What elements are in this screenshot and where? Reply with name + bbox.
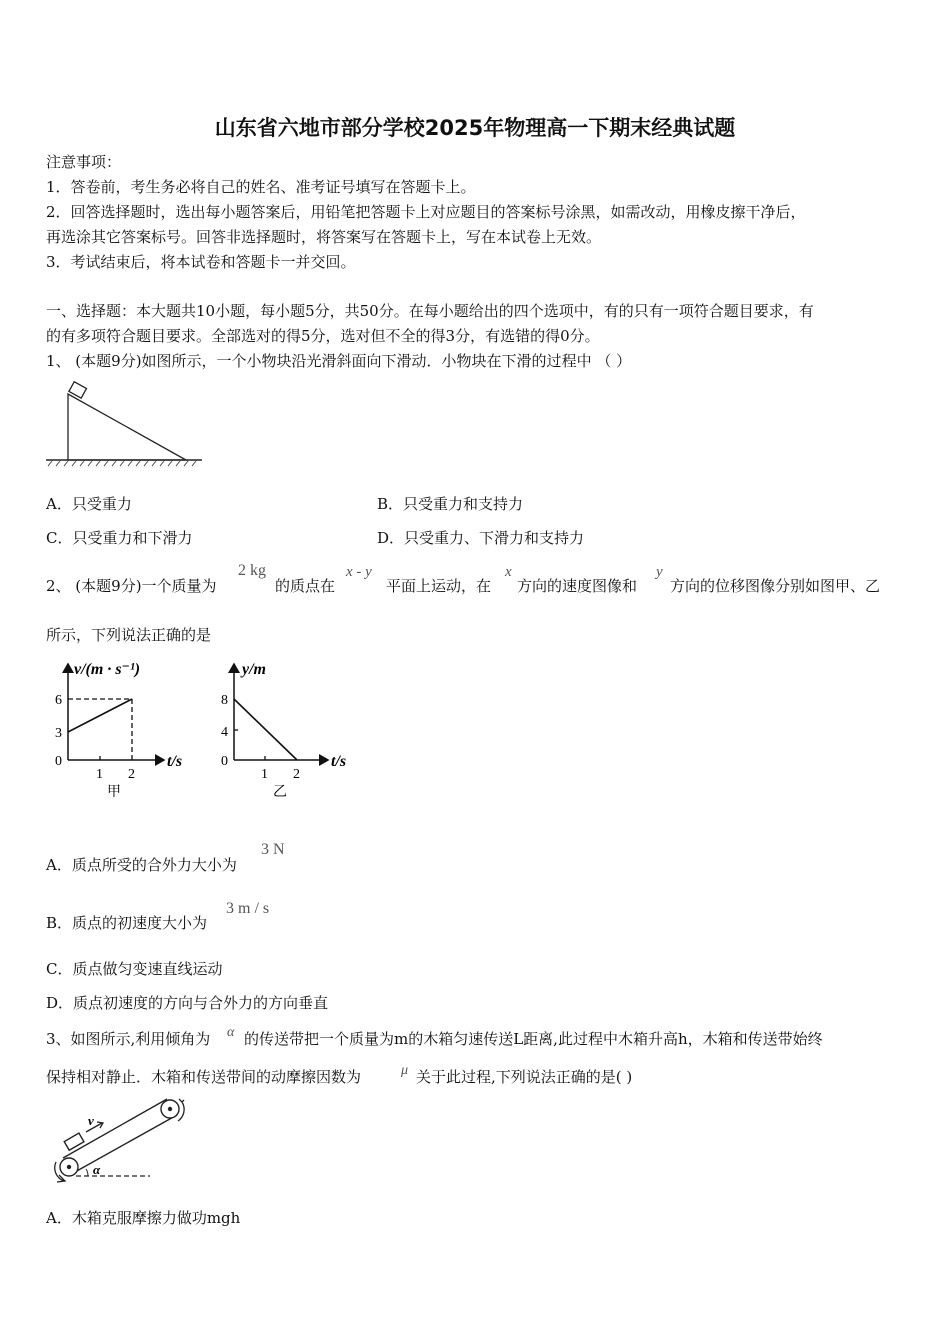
mu-math: μ: [401, 1063, 409, 1078]
graph-jia-ytick: 0: [55, 754, 62, 769]
graph-jia-ylabel: v/(m · s⁻¹): [74, 661, 141, 678]
graph-yi-ytick: 4: [221, 725, 228, 740]
q2-stem-part: 的质点在: [275, 577, 336, 595]
q2-stem-part: 方向的速度图像和: [517, 577, 638, 595]
graph-jia: [46, 652, 206, 802]
q1-option-c[interactable]: C．只受重力和下滑力: [46, 529, 193, 547]
graph-jia-xtick: 1: [96, 767, 103, 782]
q2-option-c[interactable]: C．质点做匀变速直线运动: [46, 960, 223, 978]
graph-yi-ylabel: y/m: [242, 661, 266, 678]
mass-math: 2 kg: [238, 562, 266, 579]
q1-option-b[interactable]: B．只受重力和支持力: [377, 495, 524, 513]
q3-stem-part: 3、如图所示,利用倾角为: [46, 1030, 211, 1048]
y-math: y: [656, 564, 663, 580]
alpha-math: α: [227, 1025, 235, 1040]
notice-item: 再选涂其它答案标号。回答非选择题时，将答案写在答题卡上，写在本试卷上无效。: [46, 228, 602, 246]
x-math: x: [505, 564, 512, 580]
conveyor-alpha-label: α: [93, 1162, 101, 1177]
graph-yi-caption: 乙: [273, 785, 287, 800]
graph-yi-xlabel: t/s: [331, 753, 347, 770]
q2-stem-part: 2、 (本题9分)一个质量为: [46, 577, 217, 595]
graph-yi-xtick: 2: [293, 767, 300, 782]
q2-stem-part: 方向的位移图像分别如图甲、乙: [670, 577, 881, 595]
section-line: 的有多项符合题目要求。全部选对的得5分，选对但不全的得3分，有选错的得0分。: [46, 327, 600, 345]
q2-option-b-math: 3 m / s: [226, 900, 270, 917]
q3-stem-part: 关于此过程,下列说法正确的是( ): [416, 1068, 633, 1086]
graph-jia-ytick: 3: [55, 726, 62, 741]
graph-jia-xtick: 2: [128, 767, 135, 782]
conveyor-v-label: v: [88, 1113, 94, 1128]
q1-stem: 1、 (本题9分)如图所示，一个小物块沿光滑斜面向下滑动．小物块在下滑的过程中 （ ）: [46, 352, 632, 370]
section-line: 一、选择题：本大题共10小题，每小题5分，共50分。在每小题给出的四个选项中，有的只有一项符合题目要求，有: [46, 302, 814, 320]
xy-math: x - y: [346, 564, 372, 580]
graph-jia-xlabel: t/s: [167, 753, 183, 770]
q3-stem-part: 保持相对静止．木箱和传送带间的动摩擦因数为: [46, 1068, 362, 1086]
q2-option-a-math: 3 N: [261, 841, 285, 858]
q2-option-d[interactable]: D．质点初速度的方向与合外力的方向垂直: [46, 994, 329, 1012]
graph-yi: [212, 652, 372, 802]
q3-option-a[interactable]: A．木箱克服摩擦力做功mgh: [46, 1209, 241, 1227]
q1-option-a[interactable]: A．只受重力: [46, 495, 132, 513]
q2-option-a[interactable]: A．质点所受的合外力大小为: [46, 856, 237, 874]
notice-item: 2．回答选择题时，选出每小题答案后，用铅笔把答题卡上对应题目的答案标号涂黑，如需改动，用橡皮擦干净后，: [46, 203, 806, 221]
q2-stem-line2: 所示，下列说法正确的是: [46, 626, 212, 644]
notice-item: 1．答卷前，考生务必将自己的姓名、准考证号填写在答题卡上。: [46, 178, 476, 196]
page-title: 山东省六地市部分学校2025年物理高一下期末经典试题: [214, 116, 736, 140]
q2-option-b[interactable]: B．质点的初速度大小为: [46, 914, 208, 932]
notice-item: 3．考试结束后，将本试卷和答题卡一并交回。: [46, 253, 356, 271]
conveyor-figure: [46, 1092, 196, 1187]
graph-jia-caption: 甲: [107, 785, 121, 800]
graph-yi-ytick: 8: [221, 693, 228, 708]
notice-heading: 注意事项：: [46, 153, 122, 171]
incline-figure: [44, 380, 204, 470]
q2-stem-part: 平面上运动，在: [386, 577, 492, 595]
q3-stem-part: 的传送带把一个质量为m的木箱匀速传送L距离,此过程中木箱升高h，木箱和传送带始终: [244, 1030, 823, 1048]
graph-yi-xtick: 1: [261, 767, 268, 782]
graph-jia-ytick: 6: [55, 693, 62, 708]
graph-yi-ytick: 0: [221, 754, 228, 769]
q1-option-d[interactable]: D．只受重力、下滑力和支持力: [377, 529, 585, 547]
